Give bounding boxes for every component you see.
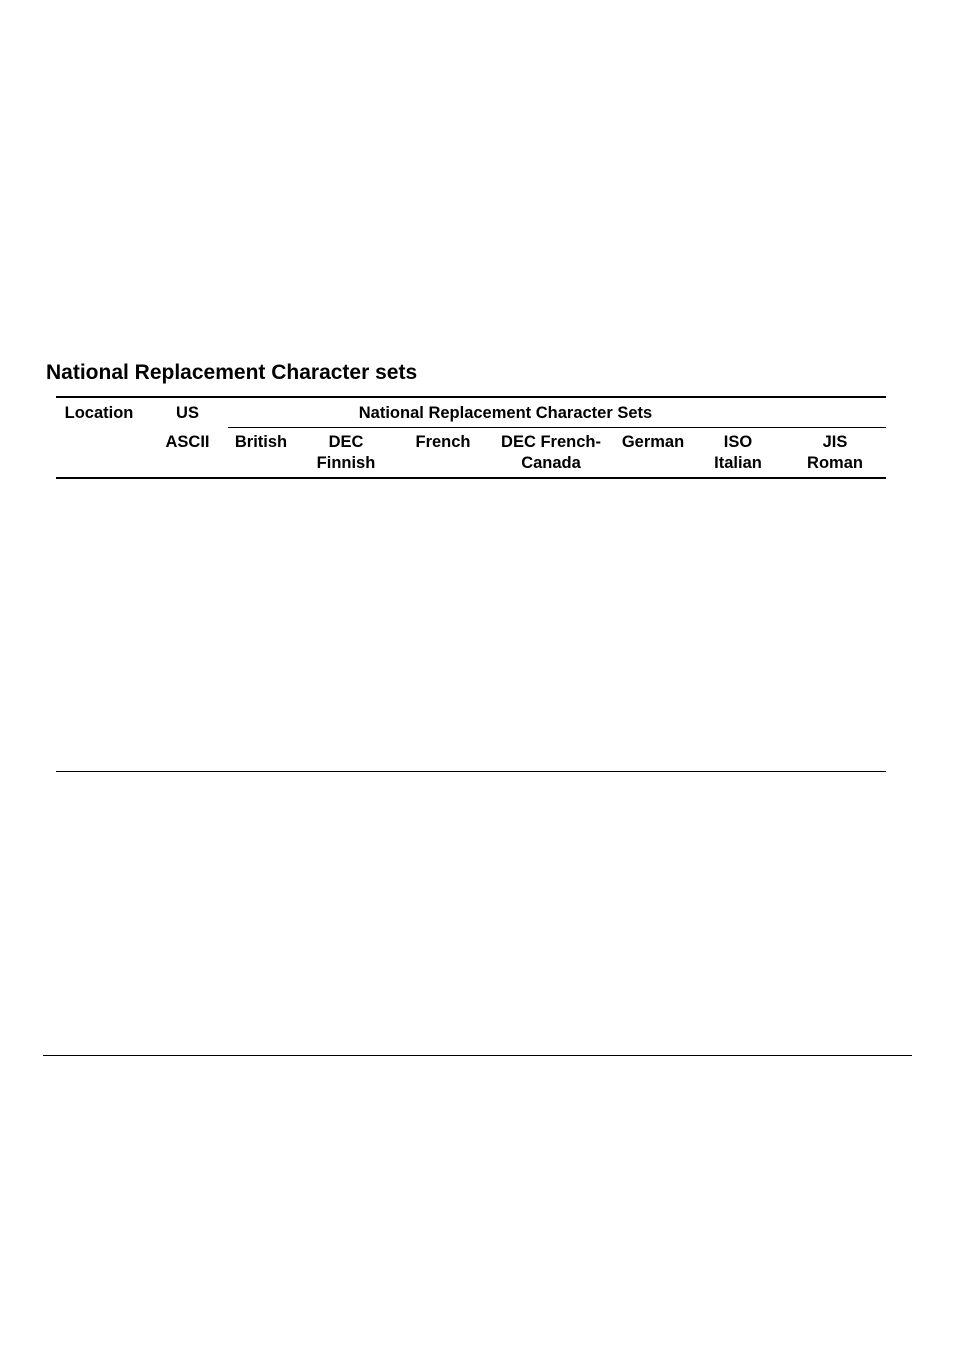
table-top-rule bbox=[56, 396, 886, 398]
header-location: Location bbox=[64, 404, 134, 422]
header-group-title: National Replacement Character Sets bbox=[358, 404, 653, 422]
header-german: German bbox=[621, 433, 685, 451]
header-dec-finnish-line1: DEC bbox=[328, 433, 364, 451]
header-jis-roman-line2: Roman bbox=[807, 454, 863, 472]
header-jis-roman bbox=[797, 432, 873, 474]
header-dec-french-canada bbox=[492, 432, 610, 474]
header-iso-italian bbox=[703, 432, 773, 474]
group-header-rule bbox=[228, 427, 886, 428]
table-header-rule bbox=[56, 477, 886, 479]
header-dec-french-canada-line1: DEC French- bbox=[501, 433, 601, 451]
header-ascii: ASCII bbox=[165, 433, 210, 451]
section-title: National Replacement Character sets bbox=[46, 361, 418, 384]
header-us: US bbox=[176, 404, 199, 422]
header-iso-italian-line1: ISO bbox=[723, 433, 753, 451]
header-british: British bbox=[234, 433, 288, 451]
header-dec-french-canada-line2: Canada bbox=[521, 454, 581, 472]
table-bottom-rule bbox=[56, 771, 886, 772]
header-dec-finnish-line2: Finnish bbox=[316, 454, 376, 472]
header-french: French bbox=[415, 433, 471, 451]
header-jis-roman-line1: JIS bbox=[822, 433, 848, 451]
header-dec-finnish bbox=[306, 432, 386, 474]
header-iso-italian-line2: Italian bbox=[714, 454, 762, 472]
page-footer-rule bbox=[43, 1055, 912, 1056]
